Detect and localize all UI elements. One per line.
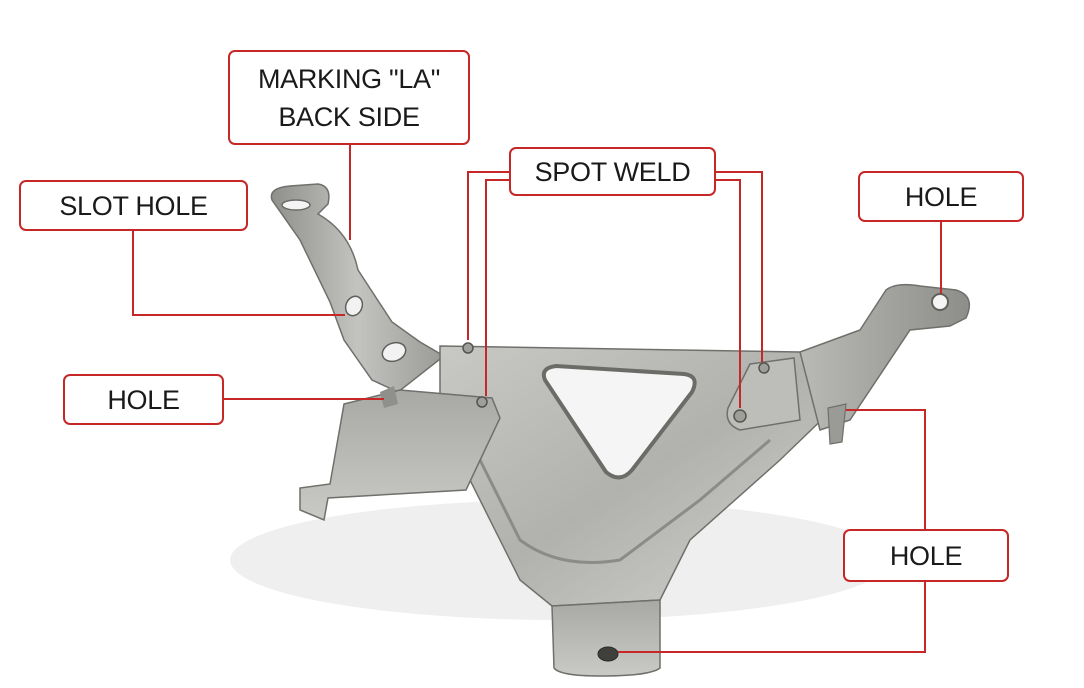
- callout-hole-left: [63, 374, 224, 425]
- left-arm: [271, 184, 444, 392]
- spot-weld-mark-2: [734, 410, 746, 422]
- bottom-hole-opening: [598, 647, 618, 661]
- left-front-tab: [300, 390, 500, 520]
- bottom-tab: [552, 600, 660, 676]
- right-leg: [828, 404, 846, 444]
- callout-hole-left-label: HOLE: [107, 384, 180, 415]
- callout-marking-line2: BACK SIDE: [278, 101, 420, 132]
- callout-spot-weld: [509, 147, 716, 196]
- leader-spot-weld-1: [468, 172, 509, 340]
- callout-hole-bottom-right: [843, 529, 1009, 582]
- callout-marking-line1: MARKING "LA": [257, 63, 441, 94]
- callout-spot-weld-label: SPOT WELD: [534, 156, 691, 187]
- callout-hole-top-right-label: HOLE: [904, 181, 978, 212]
- spot-weld-mark-3: [463, 343, 473, 353]
- callout-hole-bottom-right-label: HOLE: [889, 540, 963, 571]
- callout-slot-hole: [19, 180, 248, 231]
- callout-marking-la: [228, 50, 470, 145]
- callout-hole-top-right: [858, 171, 1024, 222]
- leader-hole-bottom-right-1: [846, 410, 925, 529]
- slot-hole-opening: [282, 200, 310, 210]
- right-hole-opening: [932, 294, 948, 310]
- spot-weld-mark-4: [477, 397, 487, 407]
- spot-weld-mark-1: [759, 363, 769, 373]
- callout-slot-hole-label: SLOT HOLE: [59, 190, 208, 221]
